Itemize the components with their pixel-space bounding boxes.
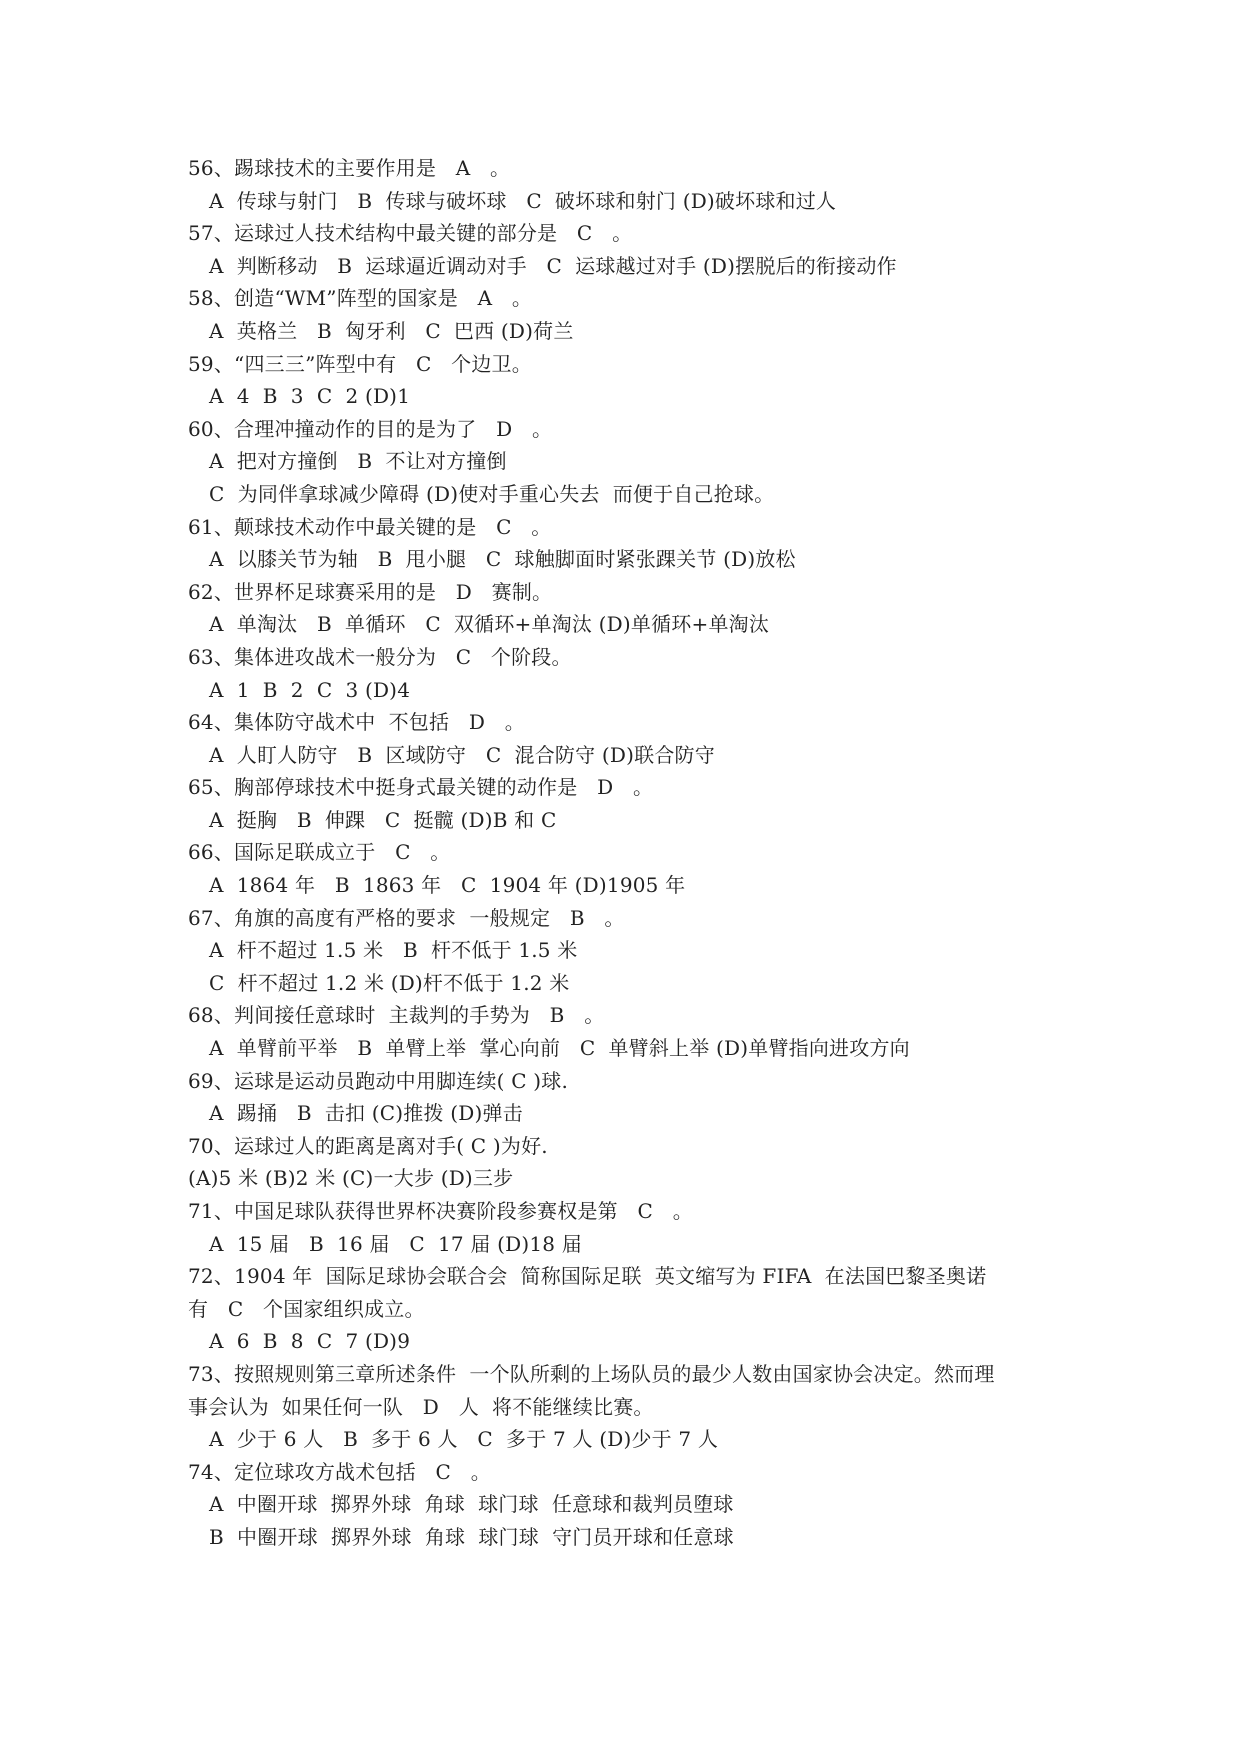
question-line: 64、集体防守战术中 不包括 D 。 (188, 710, 525, 735)
question-line: 69、运球是运动员跑动中用脚连续( C )球. (188, 1068, 569, 1093)
answer-options-line: A 传球与射门 B 传球与破坏球 C 破坏球和射门 (D)破坏球和过人 (209, 188, 837, 213)
question-line: 65、胸部停球技术中挺身式最关键的动作是 D 。 (188, 775, 654, 800)
question-line: 67、角旗的高度有严格的要求 一般规定 B 。 (188, 905, 625, 930)
answer-options-line: A 英格兰 B 匈牙利 C 巴西 (D)荷兰 (209, 318, 574, 343)
answer-options-line: A 单淘汰 B 单循环 C 双循环+单淘汰 (D)单循环+单淘汰 (209, 612, 770, 637)
question-line: 71、中国足球队获得世界杯决赛阶段参赛权是第 C 。 (188, 1199, 693, 1223)
answer-options-line: A 判断移动 B 运球逼近调动对手 C 运球越过对手 (D)摆脱后的衔接动作 (209, 253, 897, 278)
answer-options-line: B 中圈开球 掷界外球 角球 球门球 守门员开球和任意球 (209, 1524, 734, 1549)
question-line: 60、合理冲撞动作的目的是为了 D 。 (188, 416, 553, 441)
answer-options-line: A 踢捅 B 击扣 (C)推拨 (D)弹击 (209, 1101, 523, 1126)
question-line: 58、创造“WM”阵型的国家是 A 。 (188, 286, 533, 311)
answer-options-line: C 杆不超过 1.2 米 (D)杆不低于 1.2 米 (209, 970, 570, 995)
answer-options-line: A 少于 6 人 B 多于 6 人 C 多于 7 人 (D)少于 7 人 (209, 1427, 719, 1452)
question-line: 59、“四三三”阵型中有 C 个边卫。 (188, 351, 532, 376)
answer-options-line: A 1 B 2 C 3 (D)4 (209, 677, 411, 702)
question-line: (A)5 米 (B)2 米 (C)一大步 (D)三步 (188, 1166, 514, 1191)
answer-options-line: A 15 届 B 16 届 C 17 届 (D)18 届 (209, 1231, 582, 1256)
answer-options-line: A 中圈开球 掷界外球 角球 球门球 任意球和裁判员堕球 (209, 1492, 734, 1517)
question-line: 70、运球过人的距离是离对手( C )为好. (188, 1133, 548, 1158)
answer-options-line: A 以膝关节为轴 B 甩小腿 C 球触脚面时紧张踝关节 (D)放松 (209, 547, 796, 572)
question-line: 57、运球过人技术结构中最关键的部分是 C 。 (188, 221, 633, 246)
answer-options-line: A 单臂前平举 B 单臂上举 掌心向前 C 单臂斜上举 (D)单臂指向进攻方向 (209, 1036, 910, 1061)
question-line: 68、判间接任意球时 主裁判的手势为 B 。 (188, 1003, 605, 1028)
answer-options-line: A 人盯人防守 B 区域防守 C 混合防守 (D)联合防守 (209, 742, 715, 767)
answer-options-line: A 6 B 8 C 7 (D)9 (209, 1329, 411, 1354)
answer-options-line: C 为同伴拿球减少障碍 (D)使对手重心失去 而便于自己抢球。 (209, 481, 775, 506)
question-line: 73、按照规则第三章所述条件 一个队所剩的上场队员的最少人数由国家协会决定。然而理 (188, 1361, 995, 1386)
answer-options-line: A 把对方撞倒 B 不让对方撞倒 (209, 449, 507, 474)
question-line: 72、1904 年 国际足球协会联合会 简称国际足联 英文缩写为 FIFA 在法国巴黎圣奥诺 (188, 1264, 987, 1289)
question-line: 74、定位球攻方战术包括 C 。 (188, 1459, 491, 1484)
question-line: 有 C 个国家组织成立。 (188, 1296, 425, 1321)
answer-options-line: A 1864 年 B 1863 年 C 1904 年 (D)1905 年 (209, 873, 686, 898)
exam-page (188, 152, 1088, 1554)
question-line: 66、国际足联成立于 C 。 (188, 840, 451, 865)
question-line: 62、世界杯足球赛采用的是 D 赛制。 (188, 579, 553, 604)
question-line: 61、颠球技术动作中最关键的是 C 。 (188, 514, 552, 539)
question-line: 63、集体进攻战术一般分为 C 个阶段。 (188, 644, 572, 669)
question-line: 56、踢球技术的主要作用是 A 。 (188, 156, 511, 180)
answer-options-line: A 4 B 3 C 2 (D)1 (209, 384, 411, 409)
question-line: 事会认为 如果任何一队 D 人 将不能继续比赛。 (188, 1394, 654, 1419)
answer-options-line: A 挺胸 B 伸踝 C 挺髋 (D)B 和 C (209, 807, 557, 832)
answer-options-line: A 杆不超过 1.5 米 B 杆不低于 1.5 米 (209, 938, 578, 963)
